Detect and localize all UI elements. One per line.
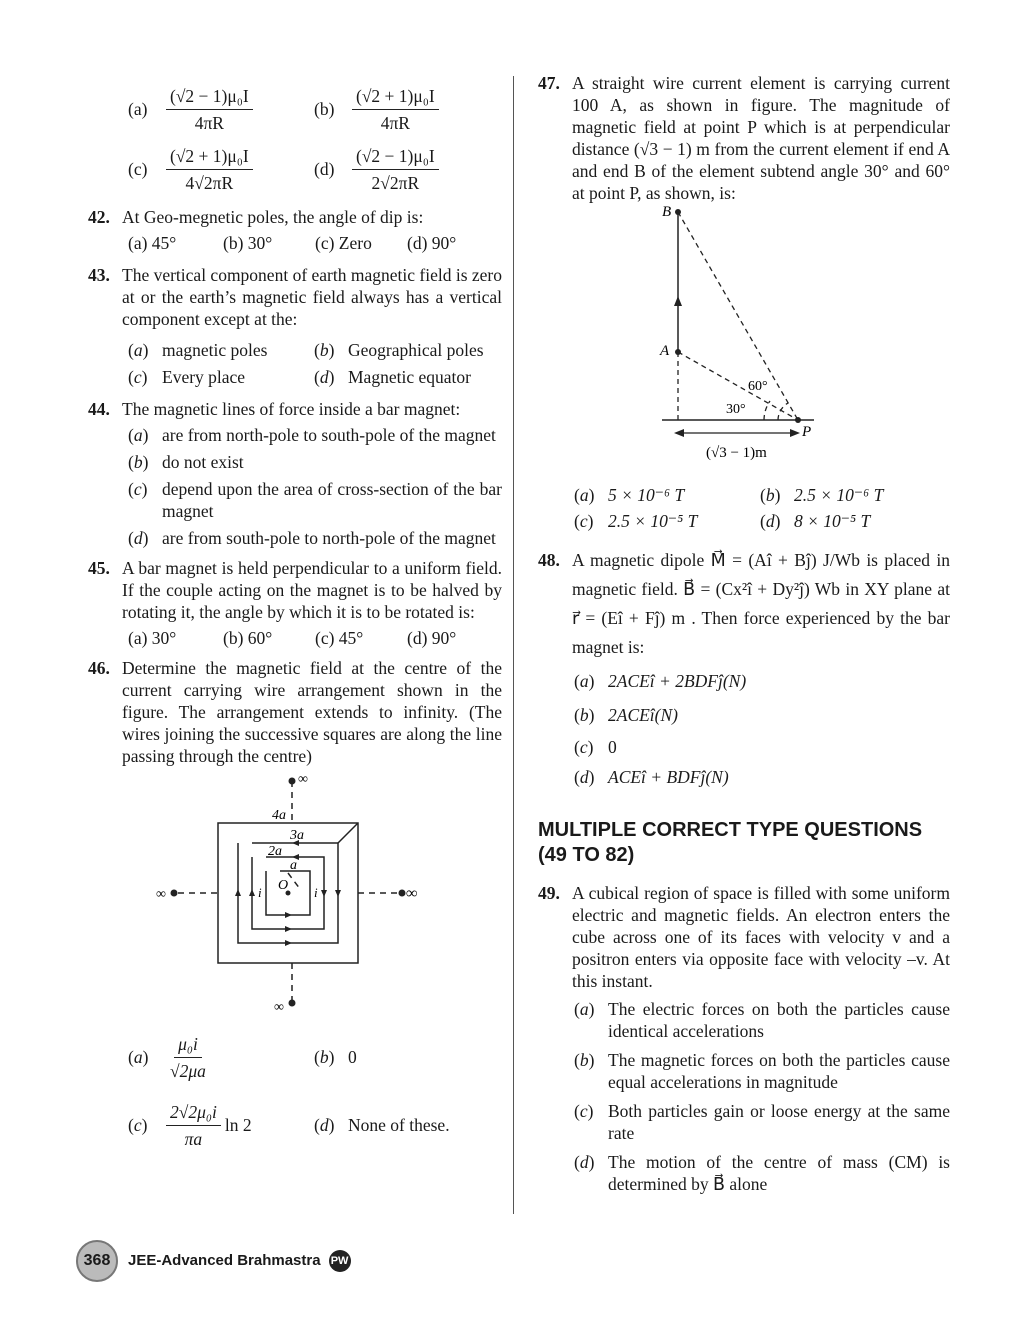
fraction — [352, 85, 439, 134]
q49-option-d: (d) The motion of the centre of mass (CM) is determined by B⃗ alone — [574, 1152, 950, 1194]
numerator: (√2 − 1)μ₀I — [166, 85, 253, 110]
question-text: A cubical region of space is filled with some uniform electric and magnetic fields. An electron enters the cube across one of its faces with velocity v and a positron enters via opposite face with velocity –v. At this instant. — [572, 883, 950, 991]
question-46 — [88, 657, 502, 767]
question-47 — [538, 72, 950, 204]
label-4a: 4a — [272, 808, 286, 823]
q41-option-c — [128, 145, 314, 194]
denominator: √2μa — [170, 1060, 206, 1081]
left-column — [88, 80, 502, 1160]
option-text: depend upon the area of cross-section of the bar magnet — [162, 479, 502, 521]
question-42 — [88, 206, 502, 228]
infinity-top-label: ∞ — [298, 772, 308, 787]
option-text: 5 × 10⁻⁶ T — [608, 485, 685, 505]
q46-option-a: (a) $\frac{\text{μ₀i}}{√2\mu a}$ — [128, 1033, 314, 1082]
section-heading: MULTIPLE CORRECT TYPE QUESTIONS (49 TO 82) — [538, 819, 923, 866]
q44-option-b: (b) do not exist — [128, 451, 502, 473]
question-44 — [88, 398, 502, 420]
option-text: magnetic poles — [162, 339, 268, 360]
q45-options — [128, 627, 502, 649]
q42-options — [128, 232, 502, 254]
numerator: (√2 + 1)μ₀I — [352, 85, 439, 110]
q41-option-a — [128, 85, 314, 134]
infinity-left-label: ∞ — [156, 887, 166, 902]
q48-option-b: (b) 2ACEî(N) — [574, 705, 678, 725]
option-text: The motion of the centre of mass (CM) is determined by B⃗ alone — [608, 1152, 950, 1194]
option-text: 0 — [608, 737, 617, 757]
denominator: 4πR — [194, 112, 224, 133]
question-number: 42. — [88, 207, 110, 227]
q41-option-b — [314, 85, 443, 134]
question-43 — [88, 264, 502, 330]
question-text: The vertical component of earth magnetic field is zero at or the earth’s magnetic field always has a vertical component except at the: — [122, 265, 502, 329]
option-text: are from north-pole to south-pole of the magnet — [162, 425, 496, 445]
numerator: μ₀i — [174, 1033, 202, 1058]
numerator: 2√2μ₀i — [166, 1101, 221, 1126]
q43-options — [128, 336, 502, 390]
question-number: 43. — [88, 265, 110, 285]
q47-option-a: (a) 5 × 10⁻⁶ T — [574, 485, 685, 505]
question-number: 49. — [538, 883, 560, 903]
q46-square-spiral-figure — [88, 771, 502, 1016]
option-text: The electric forces on both the particles cause identical accelerations — [608, 999, 950, 1041]
denominator: 2√2πR — [371, 172, 420, 193]
q48-option-c: (c) 0 — [574, 737, 617, 757]
option-text: ACEî + BDFĵ(N) — [608, 767, 729, 787]
fraction — [166, 1101, 221, 1150]
question-45 — [88, 557, 502, 623]
question-48 — [538, 546, 950, 662]
question-text: At Geo-megnetic poles, the angle of dip is: — [122, 207, 424, 227]
q47-option-c: (c) 2.5 × 10⁻⁵ T — [574, 511, 698, 531]
question-text: A bar magnet is held perpendicular to a uniform field. If the couple acting on the magnet is to be halved by rotating it, the angle by which it is to be rotated is: — [122, 558, 502, 622]
fraction — [166, 145, 253, 194]
q42-option-b: (b) 30° — [223, 233, 273, 253]
option-text: None of these. — [348, 1115, 450, 1135]
option-text: do not exist — [162, 452, 244, 472]
q44-option-c: (c) depend upon the area of cross-section of the bar magnet — [128, 479, 502, 521]
option-label: (c) — [128, 159, 148, 179]
question-text: The magnetic lines of force inside a bar magnet: — [122, 399, 461, 419]
label-O: O — [278, 878, 289, 893]
right-column — [538, 72, 950, 1195]
q41-options — [128, 80, 502, 200]
option-text: Geographical poles — [348, 339, 484, 360]
q49-option-c: (c) Both particles gain or loose energy at the same rate — [574, 1101, 950, 1143]
denominator: 4√2πR — [185, 172, 234, 193]
question-49 — [538, 882, 950, 992]
column-divider — [513, 76, 514, 1214]
q44-options — [128, 424, 502, 549]
label-i-left: i — [258, 885, 262, 900]
option-text: 2.5 × 10⁻⁶ T — [794, 485, 884, 505]
page-footer — [76, 1240, 351, 1282]
option-label: (d) — [314, 159, 335, 179]
numerator: (√2 − 1)μ₀I — [352, 145, 439, 170]
label-B: B — [662, 204, 672, 220]
q44-option-a: (a) are from north-pole to south-pole of the magnet — [128, 424, 502, 446]
question-number: 44. — [88, 399, 110, 419]
option-text: Both particles gain or loose energy at the same rate — [608, 1101, 950, 1143]
denominator: 4πR — [380, 112, 410, 133]
q44-option-d: (d) are from south-pole to north-pole of the magnet — [128, 527, 502, 549]
option-text: 8 × 10⁻⁵ T — [794, 511, 871, 531]
option-text: are from south-pole to north-pole of the magnet — [162, 528, 496, 548]
q47-options — [574, 482, 950, 534]
question-text: Determine the magnetic field at the centre of the current carrying wire arrangement shown in the figure. The arrangement extends to infinity. (The wires joining the successive squares are along the line passing through the centre) — [122, 658, 502, 766]
q42-option-a: (a) 45° — [128, 233, 177, 253]
label-A: A — [660, 343, 670, 359]
fraction — [166, 1033, 210, 1082]
q43-option-d: (d) Magnetic equator — [314, 366, 471, 387]
q48-options — [574, 670, 950, 796]
q46-option-d: (d) None of these. — [314, 1115, 450, 1135]
infinity-bottom-label: ∞ — [274, 1000, 284, 1015]
page-number: 368 — [76, 1240, 118, 1282]
q49-options — [574, 998, 950, 1195]
numerator: (√2 + 1)μ₀I — [166, 145, 253, 170]
q42-option-c: (c) Zero — [315, 233, 372, 253]
question-text: A straight wire current element is carrying current 100 A, as shown in figure. The magnitude of magnetic field at point P which is at perpendicular distance (√3 − 1) m from the current element if end A and end B of the element subtend angle 30° and 60° at point P, as shown, is: — [572, 73, 950, 203]
denominator: πa — [184, 1128, 203, 1149]
label-a: a — [290, 858, 297, 873]
infinity-right-label: ∞ — [406, 885, 418, 902]
fraction — [352, 145, 439, 194]
question-number: 47. — [538, 73, 560, 93]
q47-wire-figure — [538, 204, 950, 474]
q41-option-d — [314, 145, 443, 194]
option-label: (a) — [128, 99, 148, 119]
question-number: 48. — [538, 550, 560, 570]
option-text: The magnetic forces on both the particles cause equal accelerations in magnitude — [608, 1050, 950, 1092]
option-text: 2ACEî + 2BDFĵ(N) — [608, 671, 747, 691]
q49-option-a: (a) The electric forces on both the particles cause identical accelerations — [574, 999, 950, 1041]
option-text: 2ACEî(N) — [608, 705, 678, 725]
option-tail: ln 2 — [224, 1115, 252, 1135]
q48-option-a: (a) 2ACEî + 2BDFĵ(N) — [574, 671, 747, 691]
pw-logo-icon: PW — [329, 1250, 351, 1272]
q43-option-b: (b) Geographical poles — [314, 339, 484, 360]
book-title: JEE-Advanced Brahmastra — [128, 1252, 321, 1269]
label-2a: 2a — [268, 844, 282, 859]
question-number: 45. — [88, 558, 110, 578]
q48-option-d: (d) ACEî + BDFĵ(N) — [574, 767, 729, 787]
option-label: (b) — [314, 99, 335, 119]
q43-option-c: (c) Every place — [128, 366, 246, 387]
label-3a: 3a — [290, 828, 304, 843]
label-60-deg: 60° — [748, 379, 768, 394]
q45-option-d: (d) 90° — [407, 628, 457, 648]
option-text: 0 — [348, 1047, 357, 1067]
option-text: Every place — [162, 366, 246, 387]
q45-option-a: (a) 30° — [128, 628, 177, 648]
option-text: 2.5 × 10⁻⁵ T — [608, 511, 698, 531]
q46-options — [128, 1024, 502, 1160]
fraction — [166, 85, 253, 134]
label-i-right: i — [314, 885, 318, 900]
label-P: P — [802, 424, 812, 440]
q42-option-d: (d) 90° — [407, 233, 457, 253]
q46-option-c: (c) $\frac{\text{2√2μ₀i}}{\pi a}$ ln 2 — [128, 1101, 252, 1149]
question-text: A magnetic dipole M⃗ = (Aî + Bĵ) J/Wb is placed in magnetic field. B⃗ = (Cx²î + Dy²ĵ) Wb in XY plane at r⃗ = (Eî + Fĵ) m . Then force experienced by the bar magnet is: — [572, 550, 950, 657]
q46-option-b: (b) 0 — [314, 1047, 357, 1067]
q47-option-d: (d) 8 × 10⁻⁵ T — [760, 511, 871, 531]
q49-option-b: (b) The magnetic forces on both the particles cause equal accelerations in magnitude — [574, 1050, 950, 1092]
q47-option-b: (b) 2.5 × 10⁻⁶ T — [760, 485, 884, 505]
label-30-deg: 30° — [726, 402, 746, 417]
q45-option-b: (b) 60° — [223, 628, 273, 648]
label-distance: (√3 − 1)m — [706, 445, 767, 461]
q43-option-a: (a) magnetic poles — [128, 339, 268, 360]
option-text: Magnetic equator — [348, 366, 471, 387]
question-number: 46. — [88, 658, 110, 678]
q45-option-c: (c) 45° — [315, 628, 364, 648]
